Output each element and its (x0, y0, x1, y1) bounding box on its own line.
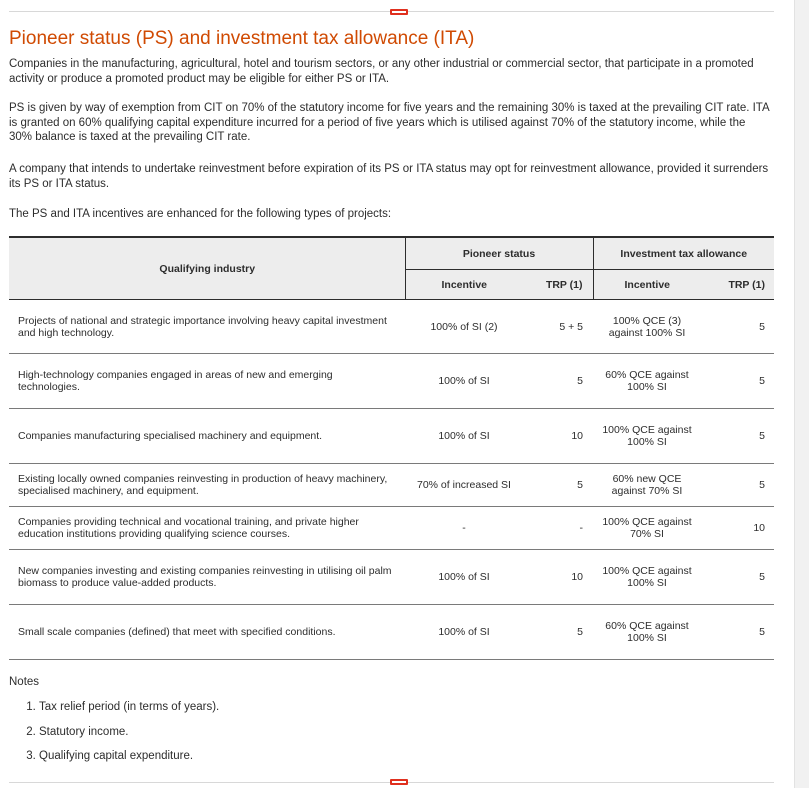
cell-ps-trp: 10 (523, 550, 593, 605)
paragraph-intro: Companies in the manufacturing, agricultural, hotel and tourism sectors, or any other industrial or commercial sector, that participate in a promoted activity or produce a promoted product may be eligible for either PS or ITA. (9, 58, 754, 85)
notes-list (9, 700, 219, 774)
cell-industry: Companies providing technical and vocational training, and private higher education institutions providing qualifying science courses. (9, 507, 405, 550)
cell-ita-incentive: 60% new QCE against 70% SI (593, 464, 701, 507)
cell-ita-incentive: 60% QCE against 100% SI (593, 354, 701, 409)
cell-ita-incentive: 60% QCE against 100% SI (593, 605, 701, 660)
cell-ps-trp: 5 (523, 464, 593, 507)
cell-ps-incentive: 100% of SI (405, 409, 523, 464)
table-row (9, 354, 774, 409)
note-item: 2. Statutory income. (39, 725, 219, 739)
table-row (9, 605, 774, 660)
cell-ita-incentive: 100% QCE against 70% SI (593, 507, 701, 550)
cell-ps-incentive: 100% of SI (405, 354, 523, 409)
cell-ita-incentive: 100% QCE against 100% SI (593, 550, 701, 605)
cell-industry: Small scale companies (defined) that meet with specified conditions. (9, 605, 405, 660)
cell-ps-incentive: 70% of increased SI (405, 464, 523, 507)
header-ita-incentive: Incentive (593, 270, 701, 300)
paragraph-ps-ita: PS is given by way of exemption from CIT on 70% of the statutory income for five years and the remaining 30% is taxed at the prevailing CIT rate. ITA is granted on 60% qualifying capital expenditure incurred for a period of five years which is utilised against 70% of the statutory income, while the 30% balance is taxed at the prevailing CIT rate. (9, 102, 770, 143)
cell-ita-trp: 5 (701, 605, 774, 660)
header-ps-incentive: Incentive (405, 270, 523, 300)
table-row (9, 507, 774, 550)
cell-ita-trp: 5 (701, 464, 774, 507)
cell-ita-trp: 10 (701, 507, 774, 550)
cell-industry: Projects of national and strategic importance involving heavy capital investment and high technology. (9, 300, 405, 354)
scrollbar[interactable] (794, 0, 809, 788)
incentives-table (9, 236, 774, 660)
note-item: 3. Qualifying capital expenditure. (39, 749, 219, 763)
cell-ita-trp: 5 (701, 550, 774, 605)
cell-ps-trp: 5 + 5 (523, 300, 593, 354)
header-ps-trp: TRP (1) (523, 270, 593, 300)
notes-title: Notes (9, 676, 40, 688)
cell-industry: New companies investing and existing companies reinvesting in utilising oil palm biomass to produce value-added products. (9, 550, 405, 605)
cell-industry: High-technology companies engaged in areas of new and emerging technologies. (9, 354, 405, 409)
paragraph-enhanced: The PS and ITA incentives are enhanced for the following types of projects: (9, 208, 392, 220)
cell-ita-trp: 5 (701, 300, 774, 354)
section-marker-icon[interactable] (390, 779, 408, 785)
header-pioneer-status: Pioneer status (405, 237, 593, 270)
header-ita-trp: TRP (1) (701, 270, 774, 300)
table-row (9, 464, 774, 507)
cell-industry: Existing locally owned companies reinvesting in production of heavy machinery, specialised machinery, and equipment. (9, 464, 405, 507)
cell-ps-trp: 5 (523, 605, 593, 660)
cell-ps-incentive: 100% of SI (405, 605, 523, 660)
cell-ps-incentive: - (405, 507, 523, 550)
section-marker-icon[interactable] (390, 9, 408, 15)
cell-industry: Companies manufacturing specialised machinery and equipment. (9, 409, 405, 464)
note-item: 1. Tax relief period (in terms of years). (39, 700, 219, 714)
cell-ita-trp: 5 (701, 354, 774, 409)
cell-ps-trp: 10 (523, 409, 593, 464)
cell-ita-incentive: 100% QCE (3) against 100% SI (593, 300, 701, 354)
table-header-row (9, 237, 774, 270)
paragraph-reinvestment: A company that intends to undertake reinvestment before expiration of its PS or ITA status may opt for reinvestment allowance, provided it surrenders its PS or ITA status. (9, 163, 769, 190)
table-row (9, 300, 774, 354)
cell-ps-incentive: 100% of SI (405, 550, 523, 605)
cell-ita-incentive: 100% QCE against 100% SI (593, 409, 701, 464)
header-investment-tax-allowance: Investment tax allowance (593, 237, 774, 270)
table-row (9, 409, 774, 464)
cell-ps-trp: 5 (523, 354, 593, 409)
cell-ita-trp: 5 (701, 409, 774, 464)
cell-ps-trp: - (523, 507, 593, 550)
table-row (9, 550, 774, 605)
header-qualifying-industry: Qualifying industry (9, 237, 405, 300)
page-title: Pioneer status (PS) and investment tax allowance (ITA) (9, 28, 475, 49)
cell-ps-incentive: 100% of SI (2) (405, 300, 523, 354)
